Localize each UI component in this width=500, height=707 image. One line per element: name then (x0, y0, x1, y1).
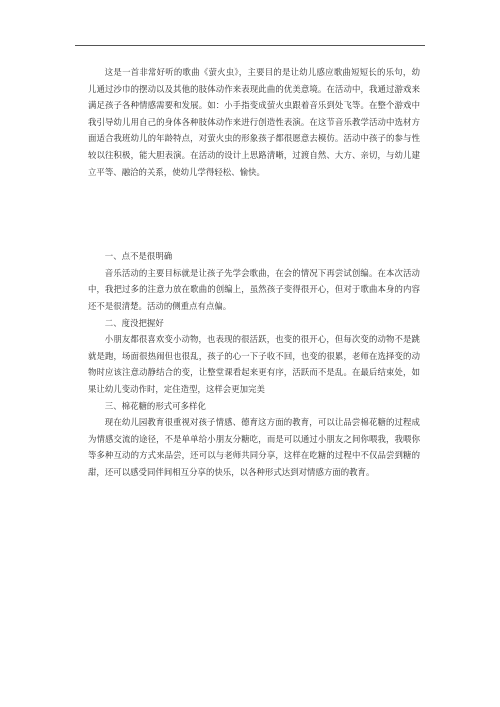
section-heading-1: 一、点不是很明确 (104, 251, 173, 262)
section-heading-3: 三、棉花糖的形式可多样化 (104, 400, 206, 411)
section-body-3: 现在幼儿园教育很重视对孩子情感、德育这方面的教育，可以让品尝棉花糖的过程成为情感交流的途径，不是单单给小朋友分糖吃，而是可以通过小朋友之间你喂我，我喂你等多种互动的方式来品尝，还可以与老师共同分享，这样在吃糖的过程中不仅品尝到糖的甜，还可以感受同伴间相互分享的快乐，以各种形式达到对情感方面的教育。 (88, 417, 420, 477)
document-body (88, 64, 420, 480)
section-heading-2: 二、度没把握好 (104, 317, 164, 328)
intro-paragraph: 这是一首非常好听的歌曲《萤火虫》，主要目的是让幼儿感应歌曲短短长的乐句，幼儿通过沙巾的摆动以及其他的肢体动作来表现此曲的优美意境。在活动中，我通过游戏来满足孩子各种情感需要和发展。如：小手指变成萤火虫跟着音乐到处飞等。在整个游戏中我引导幼儿用自己的身体各种肢体动作来进行创造性表演。在这节音乐教学活动中选材方面适合我班幼儿的年龄特点，对萤火虫的形象孩子都很愿意去模仿。活动中孩子的参与性较以往积极，能大胆表演。在活动的设计上思路清晰，过渡自然、大方、亲切，与幼儿建立平等、融洽的关系，使幼儿学得轻松、愉快。 (88, 67, 420, 177)
section-body-1: 音乐活动的主要目标就是让孩子先学会歌曲，在会的情况下再尝试创编。在本次活动中，我把过多的注意力放在歌曲的创编上，虽然孩子变得很开心，但对于歌曲本身的内容还不是很清楚。活动的侧重点有点偏。 (88, 267, 420, 311)
header-rule (75, 45, 425, 46)
section-spacer (88, 180, 420, 248)
section-body-2: 小朋友都很喜欢变小动物，也表现的很活跃，也变的很开心，但每次变的动物不是跳就是跑，场面很热闹但也很乱，孩子的心一下子收不回，也变的很累，老师在选择变的动物时应该注意动静结合的变，让整堂课看起来更有序，活跃而不是乱。在最后结束处，如果让幼儿变动作时，定住造型，这样会更加完美 (88, 334, 420, 394)
